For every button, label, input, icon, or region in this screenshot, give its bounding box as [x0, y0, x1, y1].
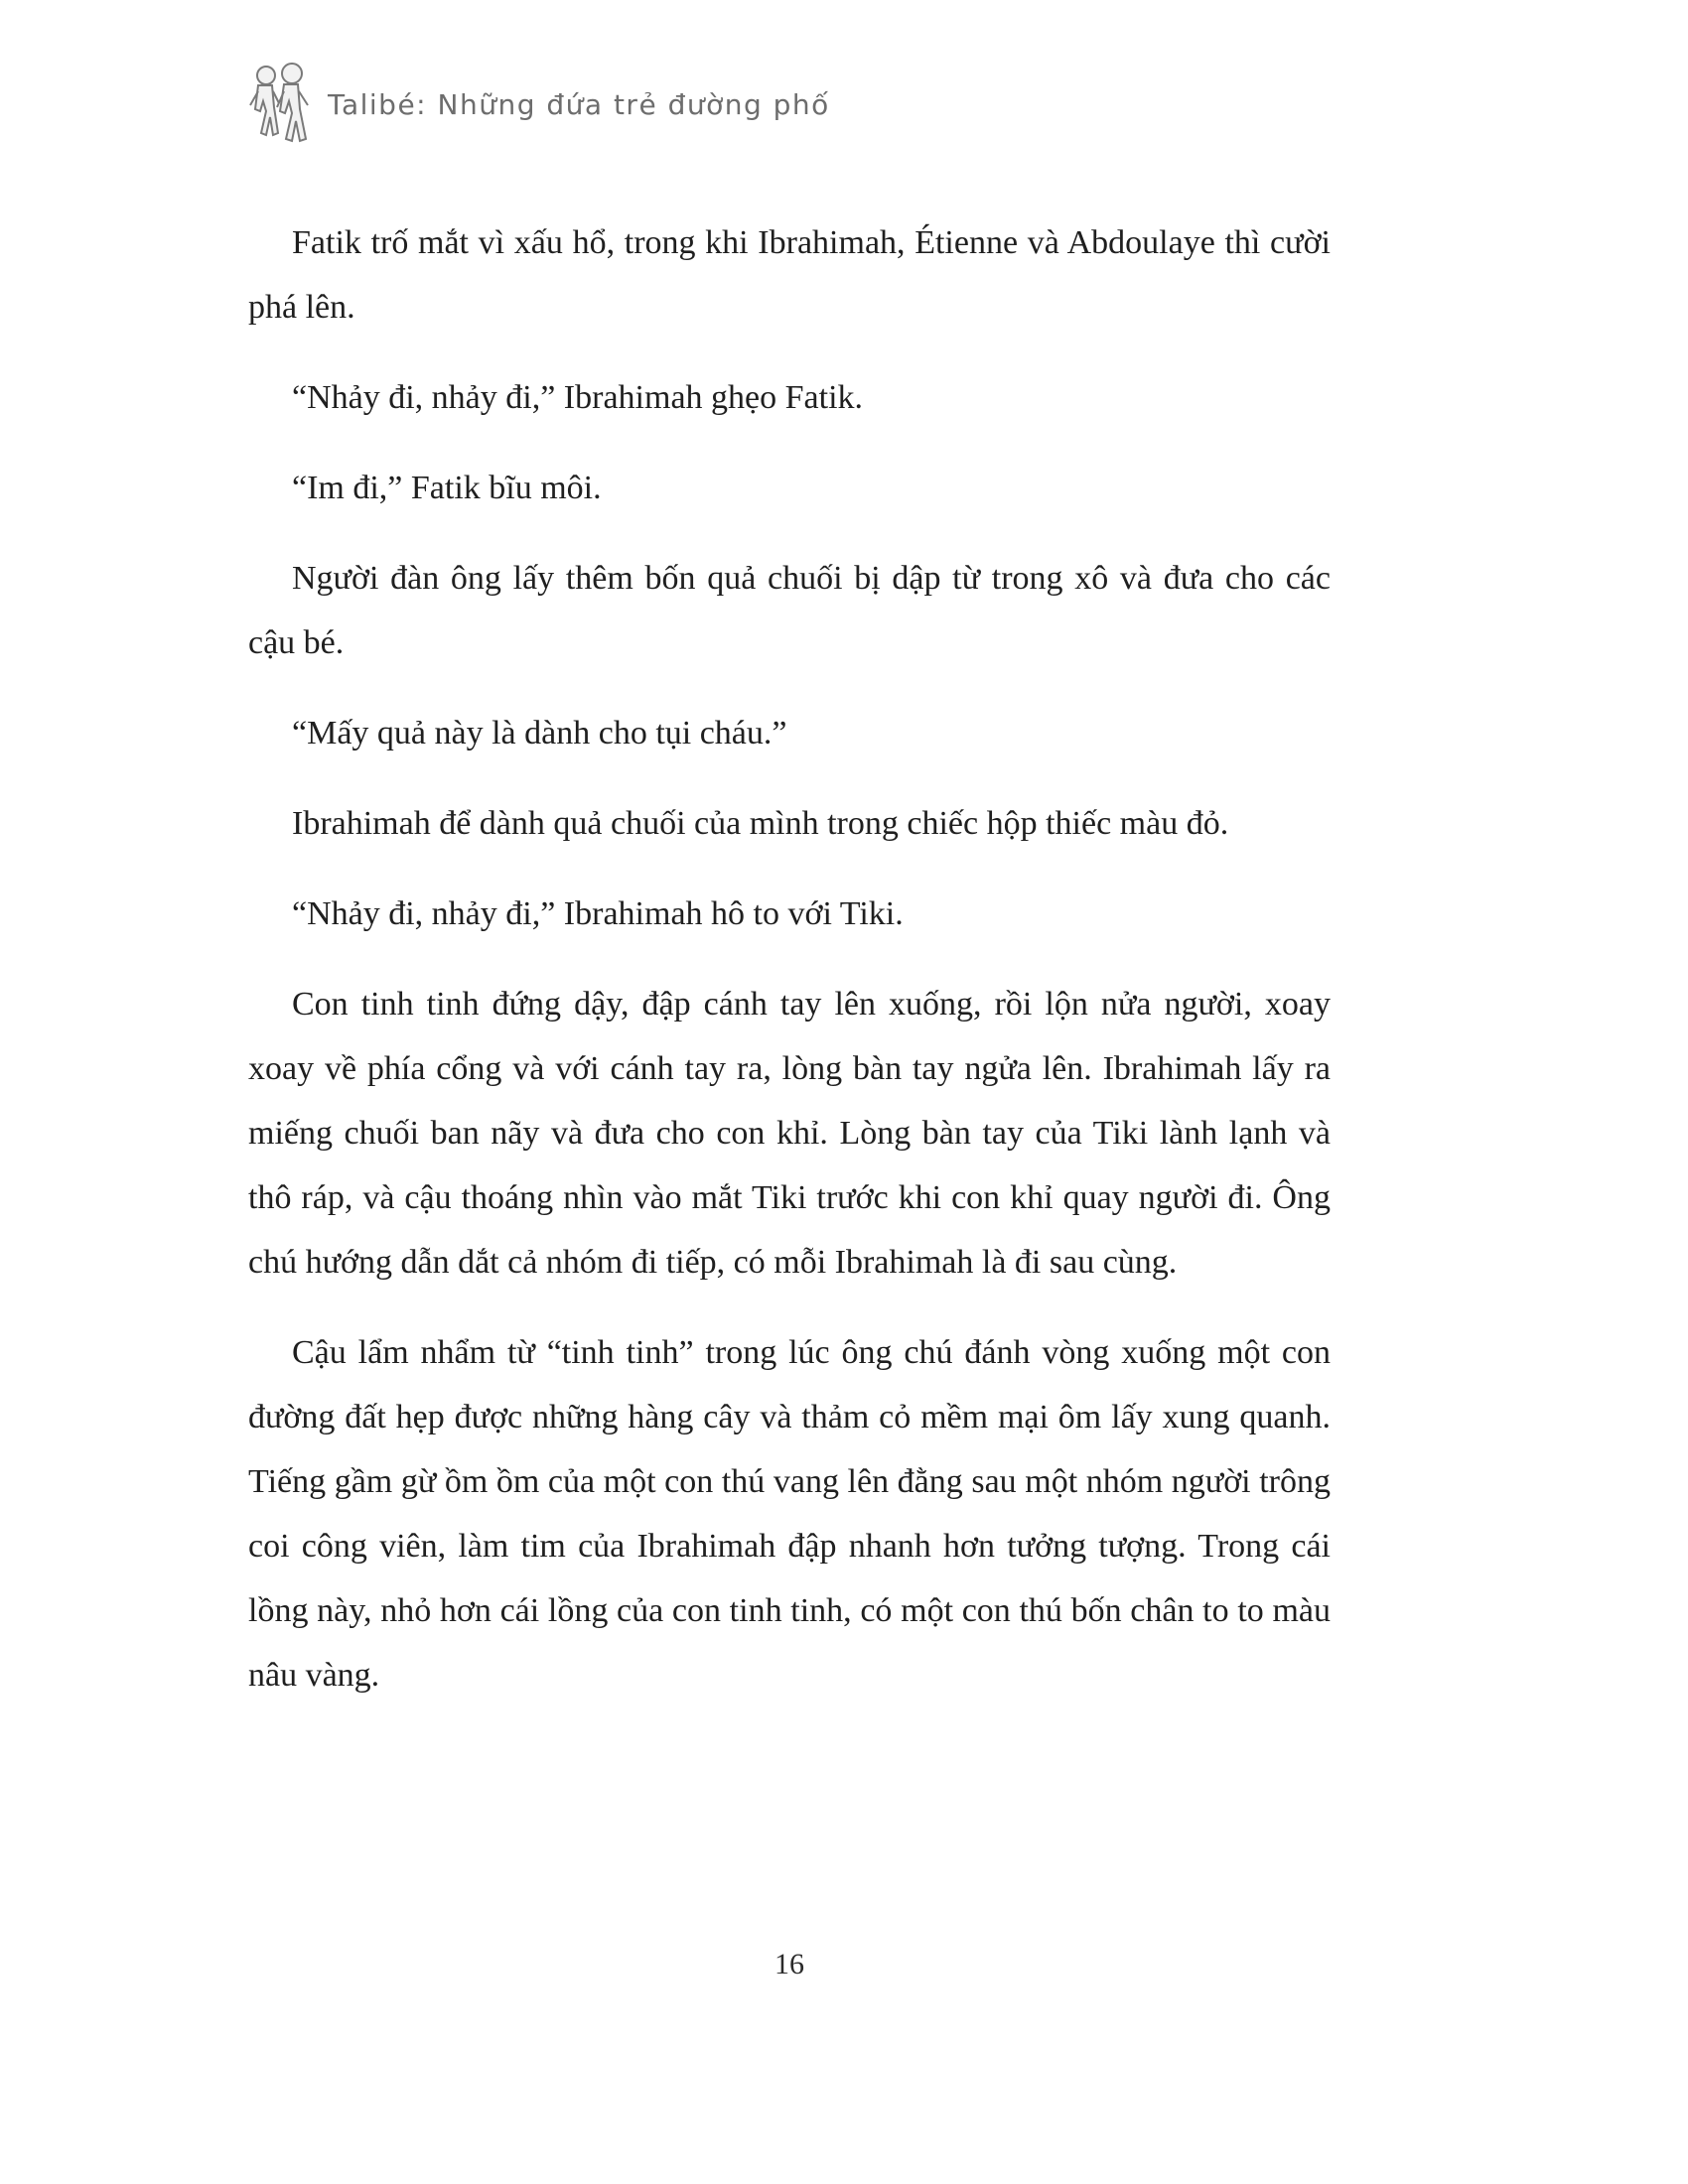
- paragraph: Cậu lẩm nhẩm từ “tinh tinh” trong lúc ông chú đánh vòng xuống một con đường đất hẹp được những hàng cây và thảm cỏ mềm mại ôm lấy xung quanh. Tiếng gầm gừ ồm ồm của một con thú vang lên đằng sau một nhóm người trông coi công viên, làm tim của Ibrahimah đập nhanh hơn tưởng tượng. Trong cái lồng này, nhỏ hơn cái lồng của con tinh tinh, có một con thú bốn chân to to màu nâu vàng.: [248, 1334, 1331, 1694]
- page-body-text: [248, 210, 1331, 1733]
- paragraph: “Nhảy đi, nhảy đi,” Ibrahimah ghẹo Fatik.: [292, 379, 864, 416]
- paragraph: Con tinh tinh đứng dậy, đập cánh tay lên xuống, rồi lộn nửa người, xoay xoay về phía cổng và với cánh tay ra, lòng bàn tay ngửa lên. Ibrahimah lấy ra miếng chuối ban nãy và đưa cho con khỉ. Lòng bàn tay của Tiki lành lạnh và thô ráp, và cậu thoáng nhìn vào mắt Tiki trước khi con khỉ quay người đi. Ông chú hướng dẫn dắt cả nhóm đi tiếp, có mỗi Ibrahimah là đi sau cùng.: [248, 986, 1331, 1281]
- paragraph: Người đàn ông lấy thêm bốn quả chuối bị dập từ trong xô và đưa cho các cậu bé.: [248, 560, 1331, 661]
- paragraph: Fatik trố mắt vì xấu hổ, trong khi Ibrahimah, Étienne và Abdoulaye thì cười phá lên.: [248, 224, 1331, 326]
- page-header: [246, 62, 830, 147]
- paragraph: Ibrahimah để dành quả chuối của mình trong chiếc hộp thiếc màu đỏ.: [292, 805, 1229, 842]
- paragraph: “Im đi,” Fatik bĩu môi.: [292, 470, 602, 506]
- book-title: Talibé: Những đứa trẻ đường phố: [328, 87, 830, 121]
- page-number: 16: [774, 1948, 804, 1980]
- paragraph: “Mấy quả này là dành cho tụi cháu.”: [292, 715, 787, 751]
- children-logo-icon: [246, 62, 312, 147]
- paragraph: “Nhảy đi, nhảy đi,” Ibrahimah hô to với Tiki.: [292, 895, 904, 932]
